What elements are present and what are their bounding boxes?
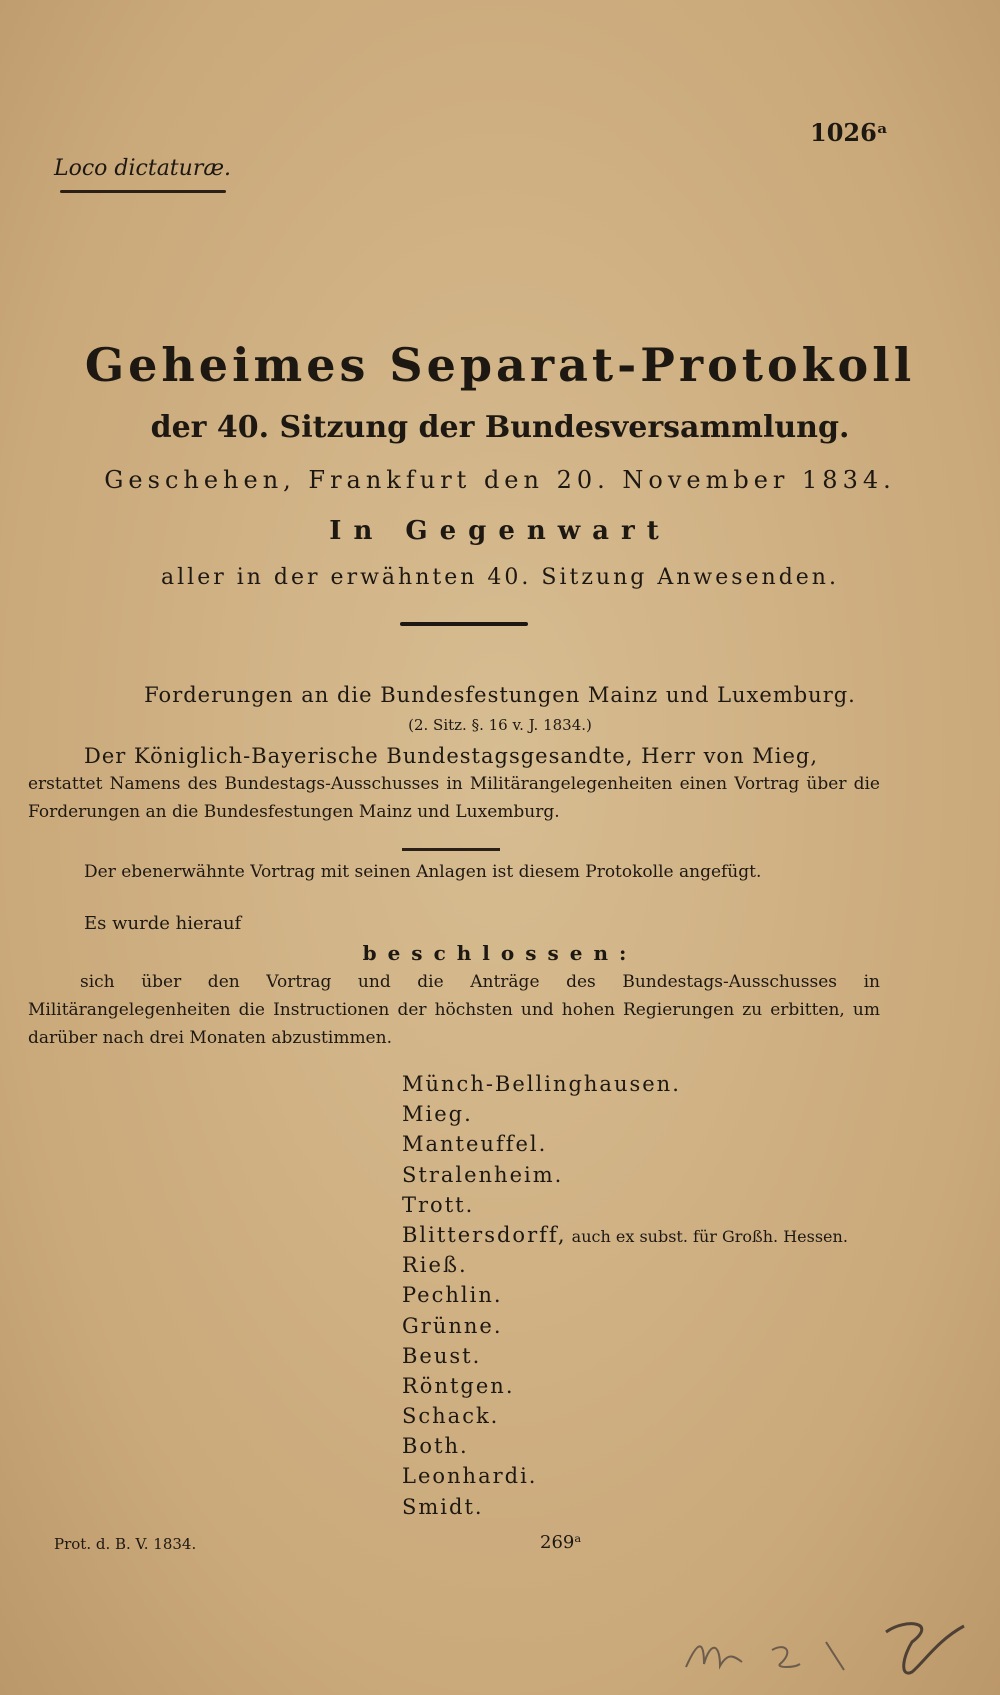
footer-reference: Prot. d. B. V. 1834. bbox=[54, 1535, 197, 1553]
signature-name: Both. bbox=[402, 1434, 469, 1459]
signature-name: Smidt. bbox=[402, 1494, 484, 1519]
resolution-text: sich über den Vortrag und die Anträge des Bundestags-Ausschusses in Militärangelegenheiten die Instructionen der höchsten und hohen Regierungen zu erbitten, um darüber nach drei Monaten abzustimmen. bbox=[28, 972, 880, 1048]
attendees-line: aller in der erwähnten 40. Sitzung Anwesenden. bbox=[161, 565, 839, 590]
resolution-paragraph bbox=[28, 968, 880, 1052]
signature-name: Röntgen. bbox=[402, 1373, 515, 1398]
page-number: 1026ᵃ bbox=[810, 118, 888, 147]
signature-name: Mieg. bbox=[402, 1102, 473, 1127]
signature-name: Grünne. bbox=[402, 1313, 503, 1338]
signature-list bbox=[402, 1072, 848, 1525]
signature-item bbox=[402, 1253, 848, 1283]
signature-name: Stralenheim. bbox=[402, 1162, 564, 1187]
signature-item bbox=[402, 1404, 848, 1434]
signature-item bbox=[402, 1223, 848, 1253]
resolved-word: beschlossen: bbox=[362, 941, 638, 965]
signature-item bbox=[402, 1434, 848, 1464]
signature-name: Pechlin. bbox=[402, 1283, 503, 1308]
signature-name: Schack. bbox=[402, 1404, 500, 1429]
attachment-note: Der ebenerwähnte Vortrag mit seinen Anlagen ist diesem Protokolle angefügt. bbox=[84, 862, 762, 882]
signature-name: Leonhardi. bbox=[402, 1464, 538, 1489]
topic-heading: Forderungen an die Bundesfestungen Mainz und Luxemburg. bbox=[144, 683, 856, 707]
signature-name: Trott. bbox=[402, 1192, 475, 1217]
loco-dictaturae-note: Loco dictaturæ. bbox=[54, 156, 232, 181]
signature-item bbox=[402, 1072, 848, 1102]
protocol-title: Geheimes Separat-Protokoll bbox=[84, 338, 916, 392]
report-first-line: Der Königlich-Bayerische Bundestagsgesandte, Herr von Mieg, bbox=[84, 744, 819, 768]
signature-item bbox=[402, 1102, 848, 1132]
presence-heading: In Gegenwart bbox=[329, 516, 671, 546]
report-divider bbox=[402, 848, 500, 851]
signature-note: auch ex subst. für Großh. Hessen. bbox=[566, 1226, 848, 1246]
report-paragraph bbox=[28, 742, 880, 826]
signature-item bbox=[402, 1314, 848, 1344]
signature-name: Blittersdorff, bbox=[402, 1222, 567, 1247]
signature-item bbox=[402, 1464, 848, 1494]
topic-reference: (2. Sitz. §. 16 v. J. 1834.) bbox=[408, 716, 592, 734]
handwritten-mark bbox=[676, 1612, 976, 1682]
report-text: erstattet Namens des Bundestags-Ausschusses in Militärangelegenheiten einen Vortrag über die Forderungen an die Bundesfestungen Mainz und Luxemburg. bbox=[28, 774, 880, 822]
signature-item bbox=[402, 1193, 848, 1223]
signature-name: Manteuffel. bbox=[402, 1132, 548, 1157]
footer-page-number: 269ᵃ bbox=[540, 1532, 582, 1553]
loco-underline bbox=[60, 190, 226, 193]
dateline: Geschehen, Frankfurt den 20. November 1834. bbox=[104, 466, 896, 494]
signature-name: Rieß. bbox=[402, 1253, 468, 1278]
signature-name: Beust. bbox=[402, 1343, 482, 1368]
resolved-intro: Es wurde hierauf bbox=[84, 913, 242, 934]
signature-item bbox=[402, 1283, 848, 1313]
signature-item bbox=[402, 1374, 848, 1404]
signature-item bbox=[402, 1132, 848, 1162]
signature-name: Münch-Bellinghausen. bbox=[402, 1072, 681, 1096]
signature-item bbox=[402, 1495, 848, 1525]
signature-item bbox=[402, 1163, 848, 1193]
protocol-subtitle: der 40. Sitzung der Bundesversammlung. bbox=[150, 410, 850, 445]
signature-item bbox=[402, 1344, 848, 1374]
title-divider bbox=[400, 622, 528, 626]
